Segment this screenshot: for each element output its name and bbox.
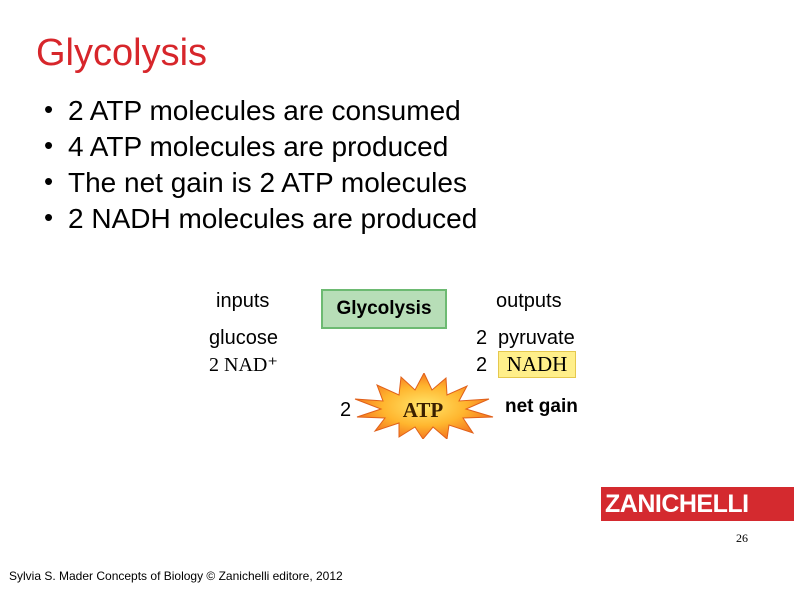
- glycolysis-diagram: [200, 284, 592, 454]
- bullet-list: [44, 94, 477, 238]
- input-glucose: glucose: [209, 327, 278, 349]
- pyruvate-count: 2: [476, 327, 488, 349]
- process-label: Glycolysis: [336, 298, 432, 319]
- bullet-text: 2 NADH molecules are produced: [68, 203, 478, 234]
- atp-label: ATP: [402, 398, 444, 422]
- bullet-item: [44, 202, 477, 238]
- output-pyruvate: pyruvate: [498, 327, 575, 349]
- credit-line: Sylvia S. Mader Concepts of Biology © Zanichelli editore, 2012: [9, 569, 343, 583]
- zanichelli-logo: [601, 487, 794, 521]
- bullet-icon: •: [44, 202, 54, 232]
- bullet-icon: •: [44, 166, 54, 196]
- nadh-box: [498, 351, 576, 378]
- bullet-text: The net gain is 2 ATP molecules: [68, 167, 467, 198]
- inputs-label: inputs: [216, 290, 270, 312]
- outputs-label: outputs: [496, 290, 562, 312]
- atp-count: 2: [340, 399, 352, 421]
- bullet-item: [44, 130, 477, 166]
- bullet-text: 2 ATP molecules are consumed: [68, 95, 461, 126]
- bullet-item: [44, 166, 477, 202]
- net-gain-label: net gain: [505, 396, 578, 417]
- process-box: [321, 289, 447, 329]
- input-nad: 2 NAD⁺: [209, 354, 278, 376]
- output-nadh: NADH: [506, 352, 568, 376]
- page-number: 26: [736, 531, 748, 545]
- bullet-text: 4 ATP molecules are produced: [68, 131, 449, 162]
- bullet-icon: •: [44, 130, 54, 160]
- logo-text: ZANICHELLI: [605, 489, 749, 518]
- slide-title: Glycolysis: [36, 32, 208, 74]
- bullet-icon: •: [44, 94, 54, 124]
- bullet-item: [44, 94, 477, 130]
- nadh-count: 2: [476, 354, 488, 376]
